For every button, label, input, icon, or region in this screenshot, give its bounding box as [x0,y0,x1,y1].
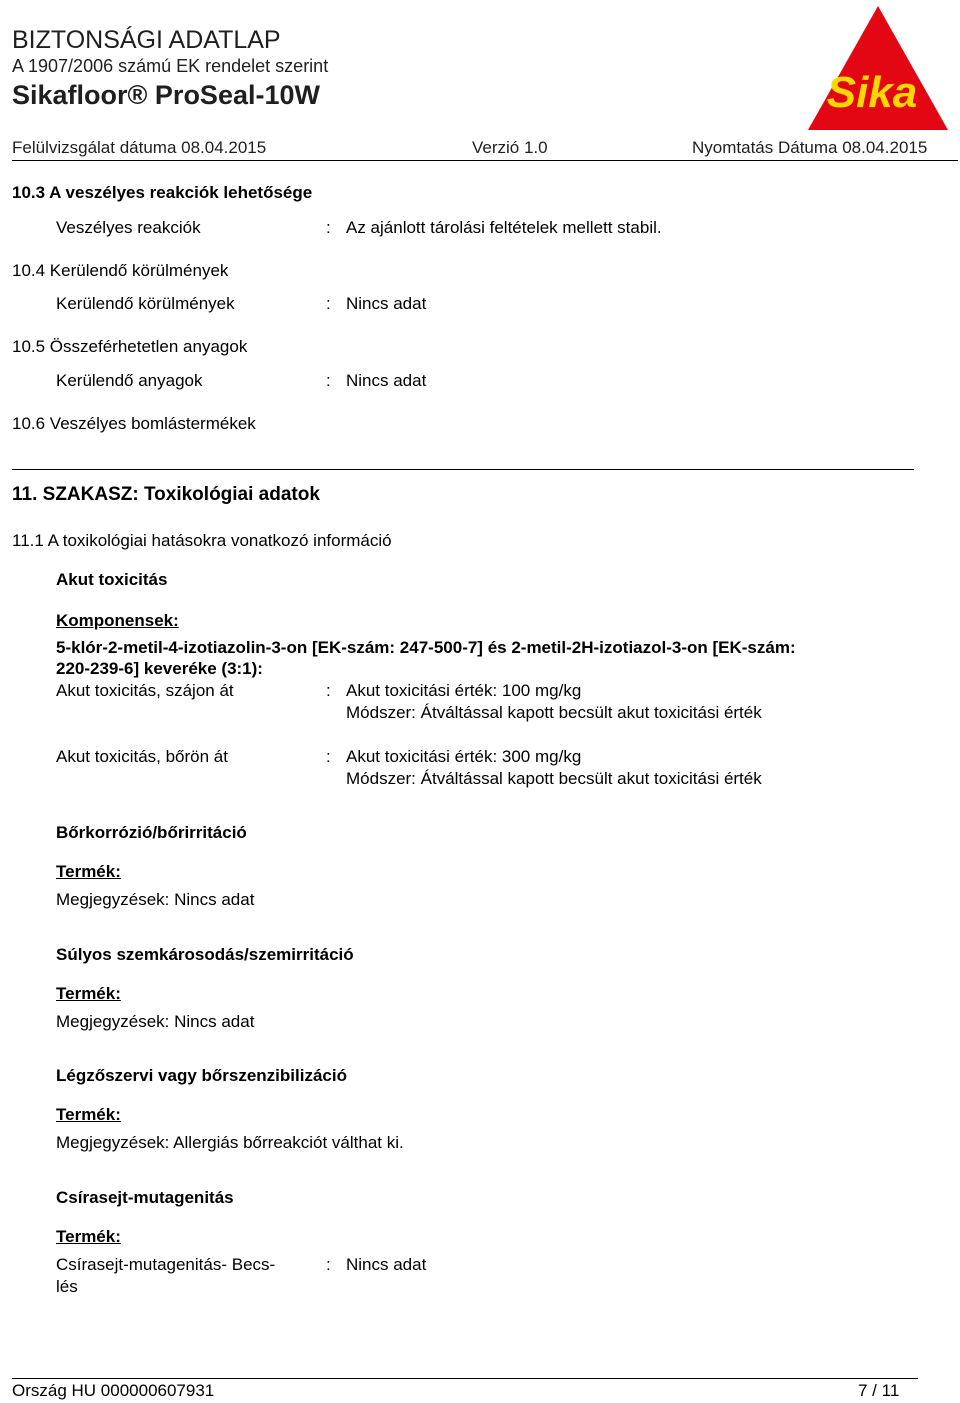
footer-page-number: 7 / 11 [858,1381,900,1400]
value-mutagenicity: Nincs adat [346,1255,427,1274]
eye-product-label: Termék: [56,984,121,1003]
mutagenicity-label-line1: Csírasejt-mutagenitás- Becs- [56,1255,276,1274]
sensitization-heading: Légzőszervi vagy bőrszenzibilizáció [56,1066,347,1085]
mutagenicity-label-line2: lés [56,1277,78,1296]
heading-11-1: 11.1 A toxikológiai hatásokra vonatkozó információ [12,531,392,550]
eye-damage-heading: Súlyos szemkárosodás/szemirritáció [56,945,354,964]
colon: : [326,681,331,700]
sensitization-remark: Megjegyzések: Allergiás bőrreakciót válthat ki. [56,1133,404,1152]
footer-divider [12,1378,918,1379]
revision-date: Felülvizsgálat dátuma 08.04.2015 [12,138,267,157]
version: Verzió 1.0 [472,138,548,157]
heading-10-6: 10.6 Veszélyes bomlástermékek [12,414,256,433]
value-hazardous-reactions: Az ajánlott tárolási feltételek mellett stabil. [346,218,662,237]
value-materials-avoid: Nincs adat [346,371,427,390]
colon: : [326,371,331,390]
product-name: Sikafloor® ProSeal-10W [12,80,320,110]
skin-remark: Megjegyzések: Nincs adat [56,890,255,909]
section-11-title: 11. SZAKASZ: Toxikológiai adatok [12,484,320,505]
colon: : [326,218,331,237]
skin-corrosion-heading: Bőrkorrózió/bőrirritáció [56,823,247,842]
method-oral-toxicity: Módszer: Átváltással kapott becsült akut toxicitási érték [346,703,762,722]
skin-product-label: Termék: [56,862,121,881]
heading-10-4: 10.4 Kerülendő körülmények [12,261,229,280]
regulation-line: A 1907/2006 számú EK rendelet szerint [12,56,329,76]
colon: : [326,747,331,766]
label-hazardous-reactions: Veszélyes reakciók [56,218,201,237]
sika-logo [804,2,952,132]
document-title: BIZTONSÁGI ADATLAP [12,26,281,54]
component-name-line2: 220-239-6] keveréke (3:1): [56,659,263,678]
mutagenicity-heading: Csírasejt-mutagenitás [56,1188,234,1207]
components-label: Komponensek: [56,611,179,630]
value-conditions-avoid: Nincs adat [346,294,427,313]
mutagenicity-product-label: Termék: [56,1227,121,1246]
sensitization-product-label: Termék: [56,1105,121,1124]
label-conditions-avoid: Kerülendő körülmények [56,294,235,313]
colon: : [326,1255,331,1274]
value-oral-toxicity: Akut toxicitási érték: 100 mg/kg [346,681,582,700]
component-name-line1: 5-klór-2-metil-4-izotiazolin-3-on [EK-szám: 247-500-7] és 2-metil-2H-izotiazol-3-on [EK-szám: [56,638,796,657]
footer-country-code: Ország HU 000000607931 [12,1381,215,1400]
label-materials-avoid: Kerülendő anyagok [56,371,203,390]
section-divider [12,469,914,470]
colon: : [326,294,331,313]
label-dermal-toxicity: Akut toxicitás, bőrön át [56,747,228,766]
logo-wordmark: Sika [826,68,918,117]
acute-toxicity-heading: Akut toxicitás [56,570,168,589]
heading-10-3: 10.3 A veszélyes reakciók lehetősége [12,183,313,202]
header-divider [12,160,958,161]
print-date: Nyomtatás Dátuma 08.04.2015 [692,138,928,157]
method-dermal-toxicity: Módszer: Átváltással kapott becsült akut toxicitási érték [346,769,762,788]
heading-10-5: 10.5 Összeférhetetlen anyagok [12,337,248,356]
label-oral-toxicity: Akut toxicitás, szájon át [56,681,234,700]
value-dermal-toxicity: Akut toxicitási érték: 300 mg/kg [346,747,582,766]
svg-text:R: R [933,84,939,91]
eye-remark: Megjegyzések: Nincs adat [56,1012,255,1031]
